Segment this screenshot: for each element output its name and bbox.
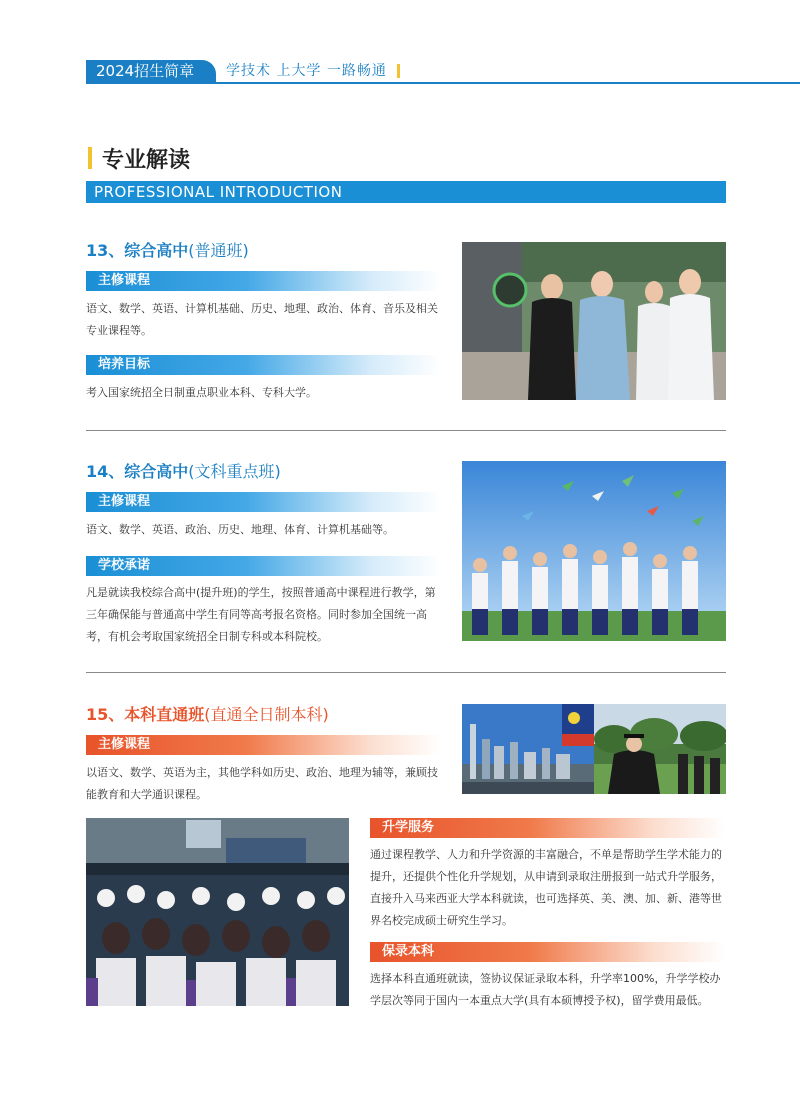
block-13-goal-heading: 培养目标 <box>86 355 441 375</box>
block-15-service-text: 通过课程教学、人力和升学资源的丰富融合，不单是帮助学生学术能力的提升，还提供个性化升学规划，从申请到录取注册报到一站式升学服务，直接升入马来西亚大学本科就读，也可选择英、美、澳、加、新、港等世界名校完成硕士研究生学习。 <box>370 848 722 927</box>
block-15-courses-heading: 主修课程 <box>86 735 441 755</box>
brochure-tab: 2024招生简章 <box>86 60 216 82</box>
block-13-name: 13、综合高中 <box>86 241 189 260</box>
graduates-celebrating-photo <box>462 461 726 641</box>
block-14-courses-heading: 主修课程 <box>86 492 441 512</box>
block-15-title <box>86 702 329 725</box>
section-divider <box>86 672 726 673</box>
block-14-name: 14、综合高中 <box>86 462 189 481</box>
students-walking-photo <box>462 242 726 400</box>
block-13-courses-heading: 主修课程 <box>86 271 441 291</box>
header-slogan: 学技术 上大学 一路畅通 <box>226 63 387 79</box>
block-14-promise-text: 凡是就读我校综合高中(提升班)的学生，按照普通高中课程进行教学，第三年确保能与普通高中学生有同等高考报名资格。同时参加全国统一高考，有机会考取国家统招全日制专科或本科院校。 <box>86 586 436 643</box>
block-13-title <box>86 238 249 261</box>
header-rule <box>86 82 800 84</box>
city-skyline-photo <box>462 704 594 794</box>
section-accent-bar <box>88 147 92 169</box>
block-13-goal-text: 考入国家统招全日制重点职业本科、专科大学。 <box>86 386 317 399</box>
auditorium-audience-photo <box>86 818 349 1006</box>
block-15-service-heading: 升学服务 <box>370 818 726 838</box>
block-15-name: 15、本科直通班 <box>86 705 205 724</box>
block-15-courses-text: 以语文、数学、英语为主，其他学科如历史、政治、地理为辅等，兼顾技能教育和大学通识课程。 <box>86 766 438 801</box>
section-divider <box>86 430 726 431</box>
section-subtitle-en: PROFESSIONAL INTRODUCTION <box>86 181 726 203</box>
block-13-courses-text: 语文、数学、英语、计算机基础、历史、地理、政治、体育、音乐及相关专业课程等。 <box>86 302 438 337</box>
block-15-guarantee-heading: 保录本科 <box>370 942 726 962</box>
block-15-subtitle: (直通全日制本科) <box>204 705 329 724</box>
graduation-ceremony-photo <box>594 704 726 794</box>
block-15-guarantee-text: 选择本科直通班就读，签协议保证录取本科，升学率100%，升学学校办学层次等同于国内一本重点大学(具有本硕博授予权)，留学费用最低。 <box>370 972 721 1007</box>
block-13-subtitle: (普通班) <box>188 241 249 260</box>
section-title: 专业解读 <box>102 148 191 173</box>
block-14-title <box>86 459 281 482</box>
block-14-promise-heading: 学校承诺 <box>86 556 441 576</box>
block-14-subtitle: (文科重点班) <box>188 462 281 481</box>
block-14-courses-text: 语文、数学、英语、政治、历史、地理、体育、计算机基础等。 <box>86 523 394 536</box>
slogan-accent-bar <box>397 64 400 78</box>
